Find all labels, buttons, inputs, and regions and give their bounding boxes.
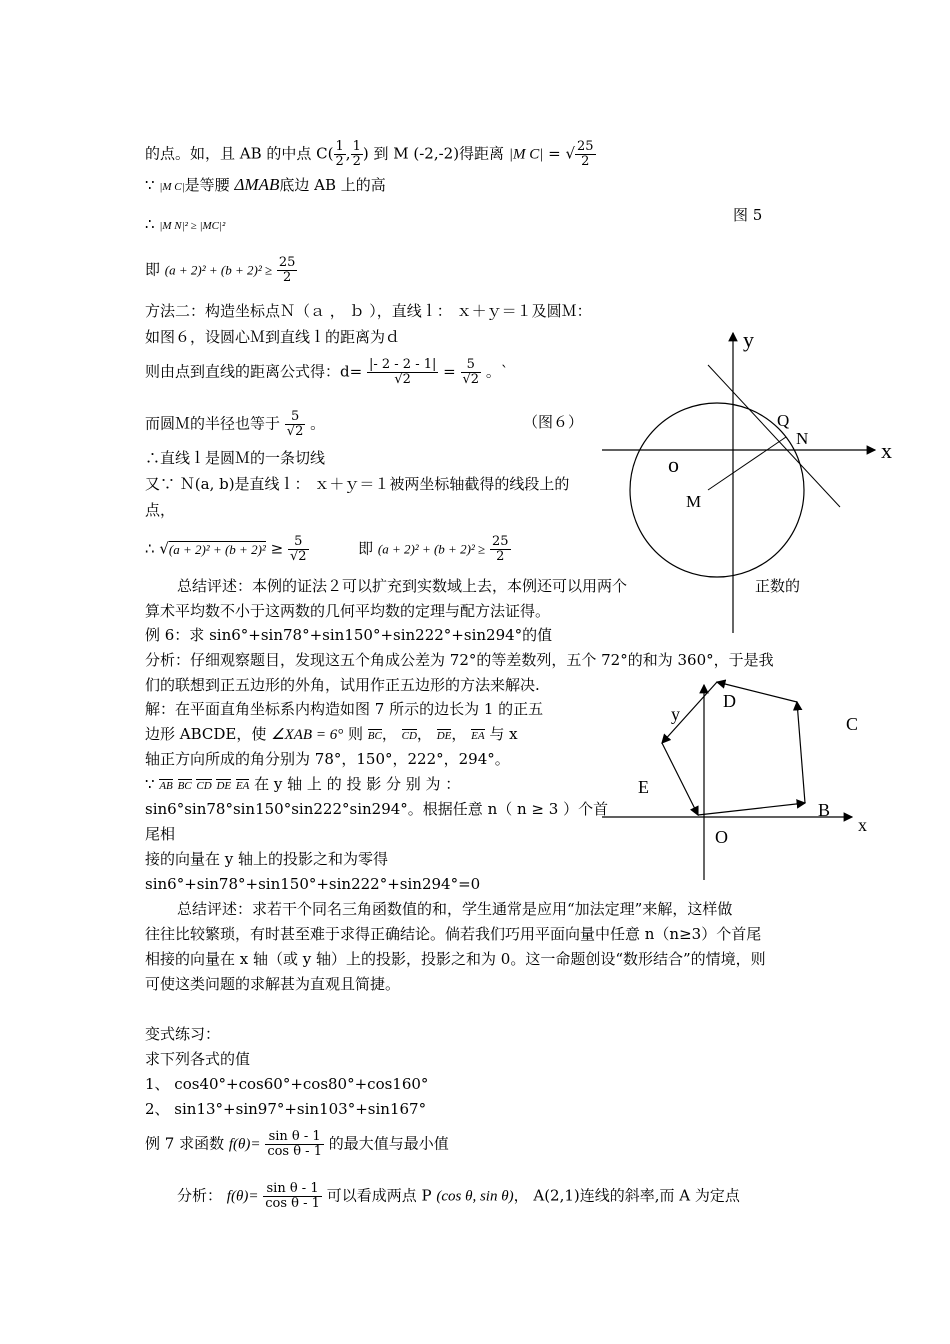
text: 到 M (-2,-2)得距离 [373,144,505,163]
label-m: M [686,492,702,511]
line-31: 求下列各式的值 [145,1050,251,1068]
vector-ea: EA [471,730,485,742]
text: 是等腰 [184,176,230,194]
line-15: 例 6：求 sin6°+sin78°+sin150°+sin222°+sin294°的值 [145,626,553,644]
line-5: 方法二：构造坐标点Ｎ（ａ ， ｂ ），直线ｌ： ｘ＋ｙ＝１及圆Ｍ： [145,302,592,320]
label-d: D [723,691,736,711]
fraction-25-2: $\frac{25}{2}$ [278,255,296,285]
vector-ea [662,743,698,815]
line-13: 总结评述：本例的证法２可以扩充到实数域上去，本例还可以用两个 [177,577,628,595]
tangent-line [708,365,840,507]
math-mn-mc: |M N|² ≥ |MC|² [159,220,226,232]
line-20: 轴正方向所成的角分别为 78°，150°，222°，294°。 [145,750,510,768]
fraction-distance: $\frac{|- 2 - 2 - 1|}{√2}$ [368,357,437,387]
label-q: Q [777,411,790,430]
line-1: 的点。如，且 AB 的中点 C( $\frac{1}{2}$ , $\frac{1}{2}$ ) 到 M (-2,-2)得距离 |M C| = √ $\frac{25}{2}$ [145,139,594,169]
function-f: f(θ)= [228,1136,261,1153]
fraction-sin-cos: $\frac{\text{sin θ - 1}}{\text{cos θ - 1}}$ [267,1129,322,1159]
fraction-sin-cos: $\frac{\text{sin θ - 1}}{\text{cos θ - 1}}$ [265,1181,320,1211]
line-23: 尾相 [145,825,176,843]
text: 底边 AB 上的高 [279,176,386,194]
fraction-25-2: $\frac{25}{2}$ [491,534,509,564]
line-12: ∴ √(a + 2)² + (b + 2)² ≥ $\frac{5}{√2}$ 即 (a + 2)² + (b + 2)² ≥ $\frac{25}{2}$ [145,534,509,564]
line-35: 分析： f(θ)= $\frac{\text{sin θ - 1}}{\text{cos θ - 1}}$ 可以看成两点 P (cos θ, sin θ)， A(2,1)连线的斜率,而 A 为定点 [177,1181,740,1211]
text: A(2,1)连线的斜率,而 A 为定点 [533,1186,740,1205]
inequality-2: (a + 2)² + (b + 2)² ≥ [377,541,486,557]
text: 的点。如，且 AB 的中点 C [145,144,328,163]
radius-mn [708,437,786,490]
text: 则 [347,725,363,743]
sqrt-expression: (a + 2)² + (b + 2)² [168,541,266,557]
line-3 [145,214,225,236]
line-29: 可使这类问题的求解甚为直观且简捷。 [145,975,401,993]
line-14: 算术平均数不小于这两数的几何平均数的定理与配方法证得。 [145,602,551,620]
text: 边形 ABCDE，使 [145,725,267,743]
angle-xab: ∠XAB = 6° [271,727,344,743]
vector-ab: AB [159,780,173,792]
line-17: 们的联想到正五边形的外角，试用作正五边形的方法来解决. [145,676,540,694]
text: 例 7 求函数 [145,1134,225,1153]
math-ge: ≥ [270,539,284,558]
because-sign: ∵ [145,775,155,793]
because-sign: ∵ [145,176,155,194]
math-mc: |M C| [508,146,544,163]
fraction-5-root2: $\frac{5}{√2}$ [462,357,480,387]
vector-bc [797,702,805,803]
text: 则由点到直线的距离公式得：d= [145,362,363,381]
line-34 [145,1130,449,1159]
vector-de: DE [216,780,232,792]
text: 。 [310,414,326,433]
line-4 [145,256,297,285]
label-x: x [881,438,892,463]
fraction-25-2: $\frac{25}{2}$ [577,139,594,169]
fraction-half-1: $\frac{1}{2}$ [335,139,344,169]
text: 即 [145,260,161,279]
text: 与 x [489,725,518,743]
math-eq: = [443,362,456,381]
label-e: E [638,777,649,797]
fraction-5-root2: $\frac{5}{√2}$ [286,409,304,439]
vector-de: DE [436,730,452,742]
figure-5-label: 图 5 [733,206,763,224]
therefore-sign: ∴ [145,215,155,233]
fraction-half-2: $\frac{1}{2}$ [352,139,361,169]
figure-6-label: （图６） [523,413,584,431]
label-o: O [715,827,728,847]
line-7 [145,358,508,387]
line-32: 1、 cos40°+cos60°+cos80°+cos160° [145,1075,429,1093]
vector-cd: CD [401,730,417,742]
label-x: x [858,815,867,835]
vector-ea: EA [235,780,250,792]
label-o: o [668,452,679,477]
label-c: C [846,714,859,734]
line-10: 又∵ Ｎ(a, b)是直线ｌ： ｘ＋ｙ＝１被两坐标轴截得的线段上的 [145,475,570,493]
line-2 [145,175,386,197]
text: 在 y 轴 上 的 投 影 分 别 为 ： [254,775,461,793]
therefore-sign: ∴ [145,539,155,558]
text: 可以看成两点 P [326,1186,432,1205]
triangle-mab: ΔMAB [234,175,280,194]
label-y: y [671,704,680,724]
text: 即 [358,539,374,558]
line-19: 边形 ABCDE，使 ∠XAB = 6° 则 BC， CD， DE， EA 与 x [145,725,518,743]
line-28: 相接的向量在 x 轴（或 y 轴）上的投影，投影之和为 0。这一命题创设“数形结合”的情境，则 [145,950,766,968]
figure-6-diagram [600,325,900,635]
line-9: ∴直线ｌ是圆Ｍ的一条切线 [145,449,326,467]
inequality-1: (a + 2)² + (b + 2)² ≥ [164,262,273,278]
line-8 [145,410,325,439]
line-27: 往往比较繁琐，有时甚至难于求得正确结论。倘若我们巧用平面向量中任意 n（n≥3）个首尾 [145,925,762,943]
vector-ab [698,803,805,815]
line-22: sin6°sin78°sin150°sin222°sin294°。根据任意 n（ n ≥ 3 ）个首 [145,800,609,818]
point-p: (cos θ, sin θ) [436,1188,514,1205]
text: 分析： [177,1186,223,1205]
line-6: 如图６，设圆心Ｍ到直线ｌ的距离为ｄ [145,328,401,346]
figure-7-pentagon [600,665,900,885]
text: 而圆Ｍ的半径也等于 [145,414,281,433]
math-mc: |M C| [159,181,185,193]
line-16: 分析：仔细观察题目，发现这五个角成公差为 72°的等差数列，五个 72°的和为 360°，于是我 [145,651,774,669]
label-n: N [796,429,809,448]
line-26: 总结评述：求若干个同名三角函数值的和，学生通常是应用“加法定理”来解，这样做 [177,900,733,918]
vector-bc: BC [177,780,192,792]
line-13-end: 正数的 [755,577,801,595]
line-25: sin6°+sin78°+sin150°+sin222°+sin294°=0 [145,875,481,893]
function-f: f(θ)= [226,1188,259,1205]
line-18: 解：在平面直角坐标系内构造如图 7 所示的边长为 1 的正五 [145,700,544,718]
text: 。` [485,362,509,381]
line-30: 变式练习： [145,1025,221,1043]
fraction-5-root2: $\frac{5}{√2}$ [289,534,307,564]
label-y: y [743,327,754,352]
line-24: 接的向量在 y 轴上的投影之和为零得 [145,850,389,868]
line-21 [145,774,460,796]
text: 的最大值与最小值 [328,1134,449,1153]
line-11: 点， [145,501,176,519]
label-b: B [818,800,831,820]
math-eq: = [548,144,561,163]
vector-bc: BC [367,730,382,742]
vector-cd: CD [196,780,212,792]
line-33: 2、 sin13°+sin97°+sin103°+sin167° [145,1100,427,1118]
